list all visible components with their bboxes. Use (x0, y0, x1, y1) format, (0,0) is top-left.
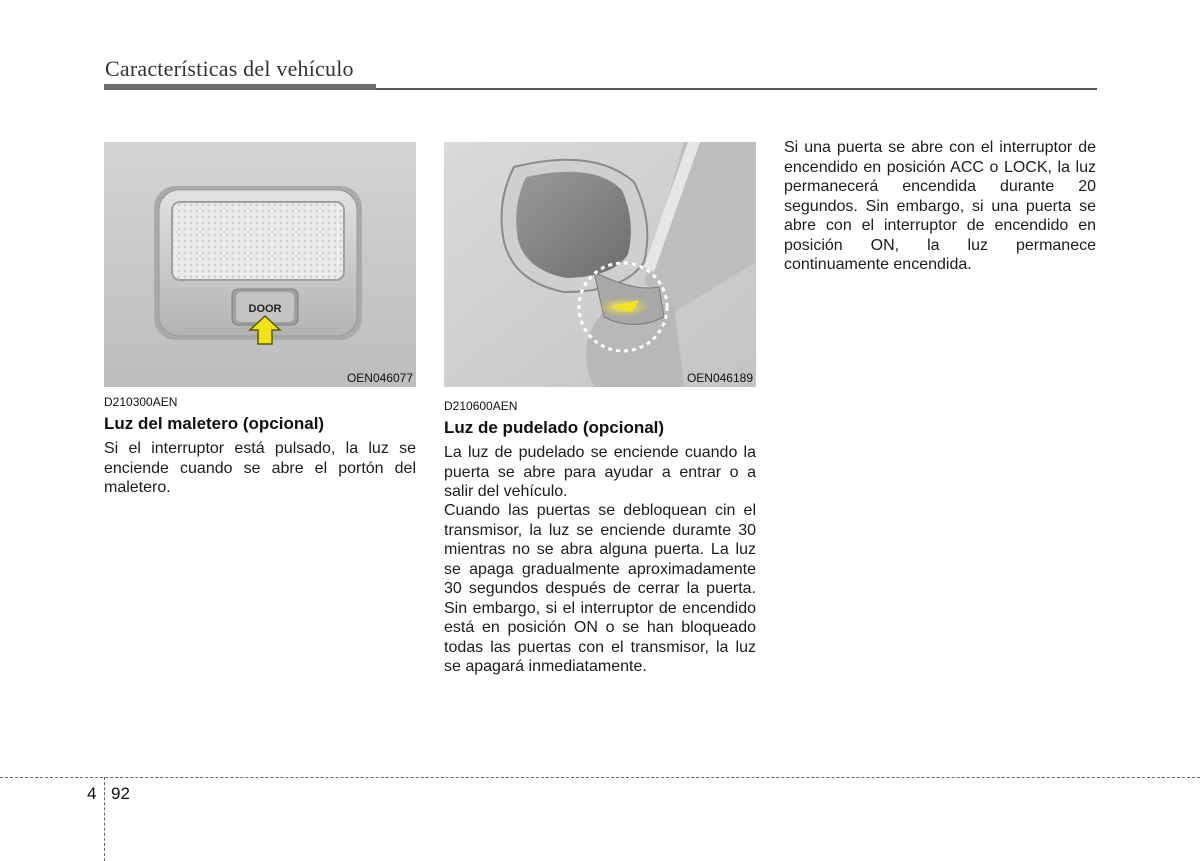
section-code: D210300AEN (104, 395, 178, 409)
section-heading: Luz de pudelado (opcional) (444, 418, 665, 437)
header-rule-thick (104, 84, 376, 90)
figure-code: OEN046189 (686, 371, 753, 385)
chapter-number: 4 (87, 784, 97, 803)
page-number: 92 (111, 784, 130, 803)
section-paragraph: Si una puerta se abre con el interruptor de encendido en posición ACC o LOCK, la luz permanecerá encendida durante 20 segundos. Sin embargo, si una puerta se abre con el interruptor de encendido en posición ON, la luz permanece continuamente encendida. (784, 139, 1096, 273)
section-paragraph: Cuando las puertas se debloquean cin el transmisor, la luz se enciende duramte 30 mientras no se abra alguna puerta. La luz se apaga gradualmente aproximadamente 30 segundos después de cerrar la puerta. Sin embargo, si el interruptor de encendido está en posición ON o se han bloqueado todas las puertas con el transmisor, la luz se apagará inmediatamente. (444, 502, 756, 675)
door-button-label: DOOR (248, 303, 282, 315)
page-header-title: Características del vehículo (105, 56, 354, 81)
section-paragraph: La luz de pudelado se enciende cuando la puerta se abre para ayudar a entrar o a salir del vehículo. (444, 444, 756, 500)
figure-puddle-light (444, 142, 756, 387)
section-heading: Luz del maletero (opcional) (104, 414, 325, 433)
section-paragraph: Si el interruptor está pulsado, la luz se enciende cuando se abre el portón del maletero. (104, 440, 416, 496)
puddle-light-illustration (444, 142, 756, 387)
header-rule-thin (376, 88, 1097, 90)
footer-rule (0, 777, 1200, 778)
trunk-light-illustration (104, 142, 416, 387)
figure-code: OEN046077 (346, 371, 413, 385)
footer-vertical-rule (104, 777, 105, 861)
figure-trunk-light (104, 142, 416, 387)
section-code: D210600AEN (444, 399, 518, 413)
